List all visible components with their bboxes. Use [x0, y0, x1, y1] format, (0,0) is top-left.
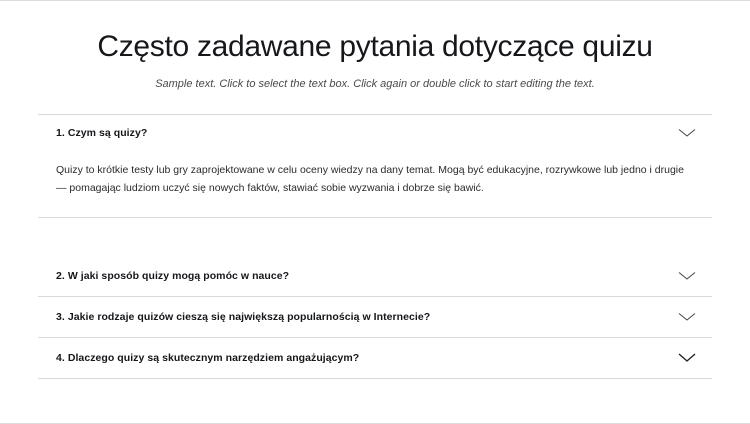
faq-question-4: 4. Dlaczego quizy są skutecznym narzędziem angażującym?: [56, 352, 360, 365]
faq-answer-panel-1: [38, 151, 712, 218]
faq-item-2: [38, 256, 712, 297]
faq-item-1: [38, 114, 712, 219]
page-subtitle: Sample text. Click to select the text box. Click again or double click to start editing the text.: [155, 77, 595, 90]
faq-toggle-2[interactable]: [38, 256, 712, 296]
faq-toggle-4[interactable]: [38, 338, 712, 378]
faq-question-3: 3. Jakie rodzaje quizów cieszą się największą popularnością w Internecie?: [56, 311, 431, 324]
faq-toggle-1[interactable]: [38, 115, 712, 151]
faq-question-2: 2. W jaki sposób quizy mogą pomóc w nauce?: [56, 270, 290, 283]
faq-question-1: 1. Czym są quizy?: [56, 126, 148, 139]
page-top-divider: [0, 0, 750, 1]
faq-item-4: [38, 338, 712, 379]
chevron-down-icon[interactable]: [678, 128, 696, 138]
faq-answer-1: Quizy to krótkie testy lub gry zaprojektowane w celu oceny wiedzy na dany temat. Mogą być edukacyjne, rozrywkowe lub jedno i drugie — pomagając ludziom uczyć się nowych faktów, stawiać sobie wyzwania i dobrze się bawić.: [56, 163, 684, 194]
faq-accordion: [38, 114, 712, 380]
chevron-down-icon[interactable]: [678, 353, 696, 363]
faq-item-3: [38, 297, 712, 338]
page-title: Często zadawane pytania dotyczące quizu: [97, 30, 653, 63]
faq-toggle-3[interactable]: [38, 297, 712, 337]
chevron-down-icon[interactable]: [678, 312, 696, 322]
faq-gap: [38, 218, 712, 256]
chevron-down-icon[interactable]: [678, 271, 696, 281]
